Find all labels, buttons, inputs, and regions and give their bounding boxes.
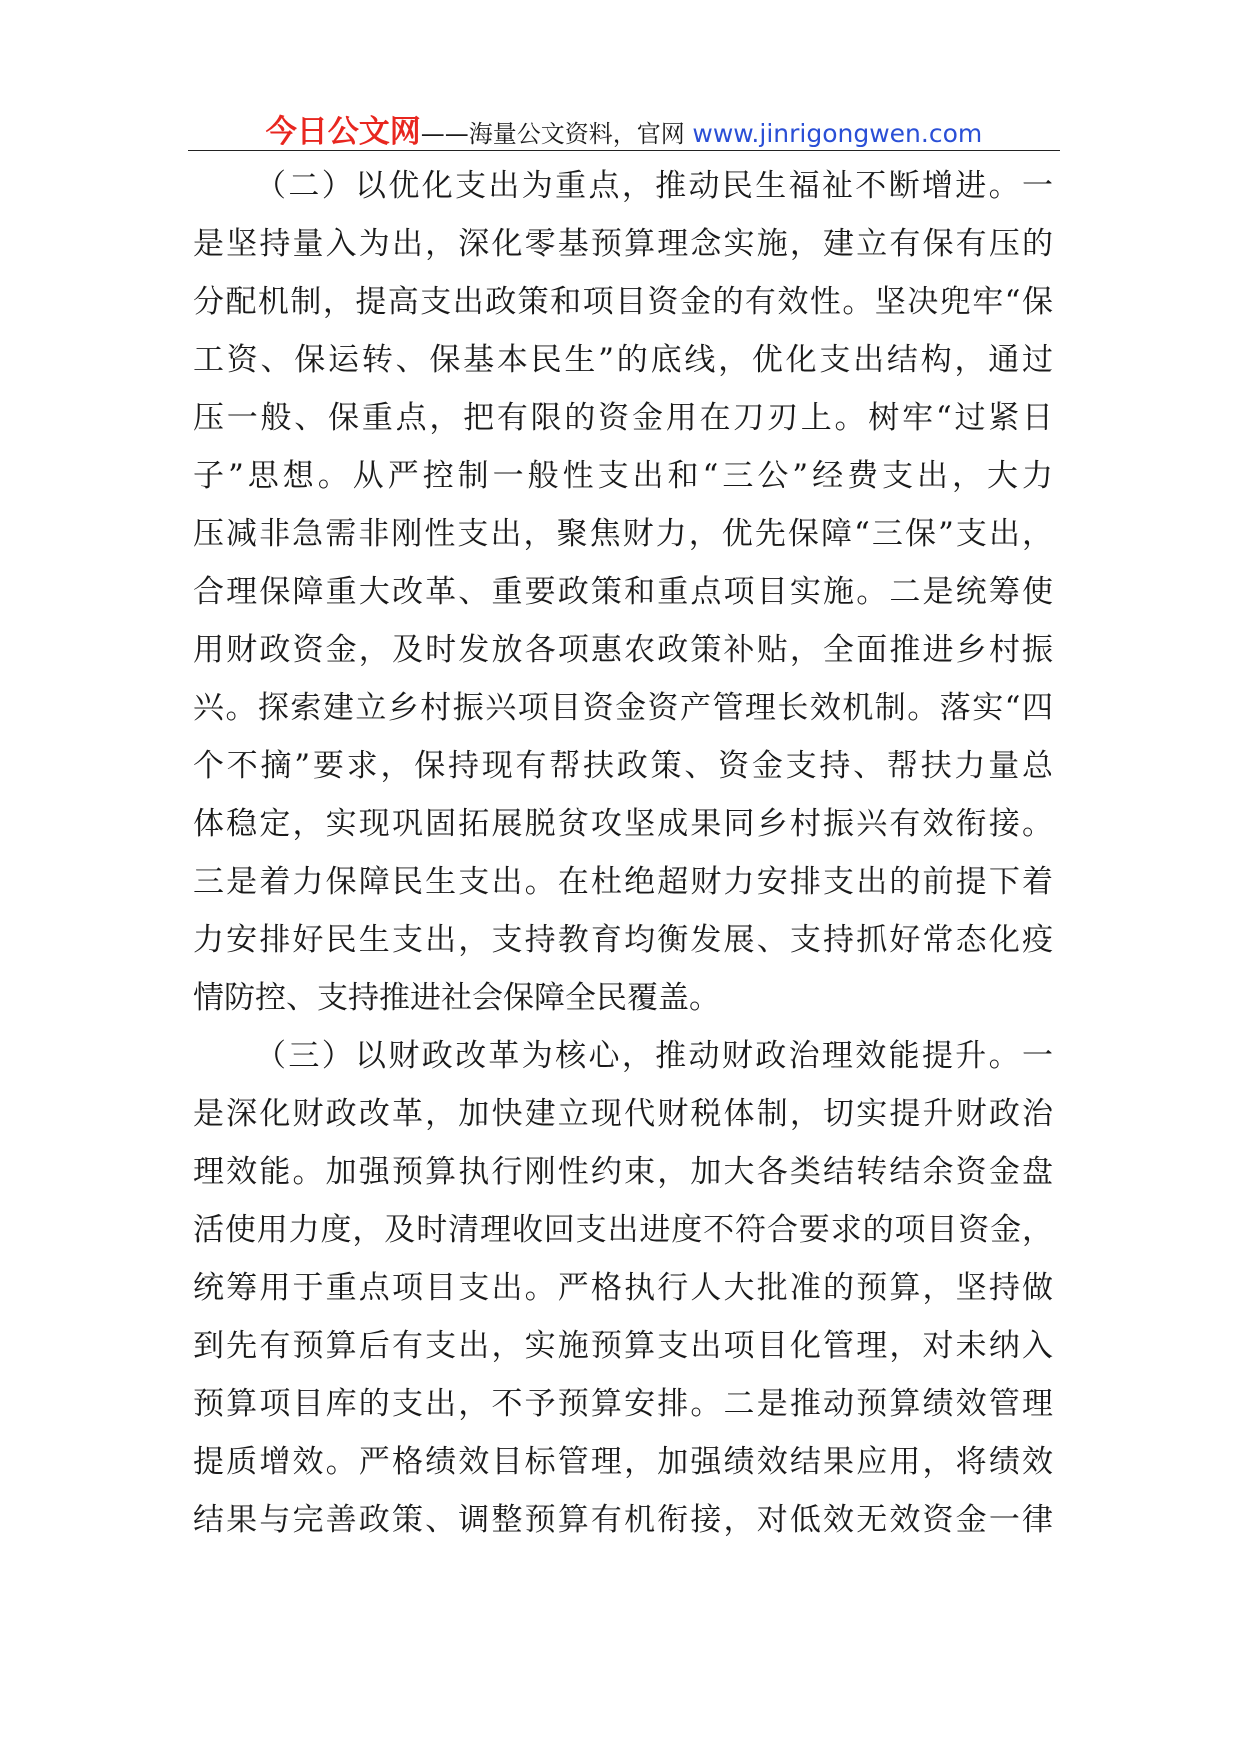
text-line: 是坚持量入为出，深化零基预算理念实施，建立有保有压的 [193,226,1053,262]
header-divider [188,150,1060,151]
text-line: 分配机制，提高支出政策和项目资金的有效性。坚决兜牢“保 [193,284,1053,320]
text-line: 预算项目库的支出，不予预算安排。二是推动预算绩效管理 [193,1386,1053,1422]
text-line: 提质增效。严格绩效目标管理，加强绩效结果应用，将绩效 [193,1444,1053,1480]
text-line: 个不摘”要求，保持现有帮扶政策、资金支持、帮扶力量总 [193,748,1053,784]
text-line: 是深化财政改革，加快建立现代财税体制，切实提升财政治 [193,1096,1053,1132]
site-tagline: ——海量公文资料，官网 [420,120,693,148]
text-line: 三是着力保障民生支出。在杜绝超财力安排支出的前提下着 [193,864,1053,900]
text-line: 活使用力度，及时清理收回支出进度不符合要求的项目资金， [193,1212,1053,1248]
text-line: 压一般、保重点，把有限的资金用在刀刃上。树牢“过紧日 [193,400,1053,436]
text-line: 理效能。加强预算执行刚性约束，加大各类结转结余资金盘 [193,1154,1053,1190]
text-line: （三）以财政改革为核心，推动财政治理效能提升。一 [255,1038,1053,1074]
text-line: 情防控、支持推进社会保障全民覆盖。 [193,980,720,1016]
text-line: 子”思想。从严控制一般性支出和“三公”经费支出，大力 [193,458,1053,494]
document-body [193,157,1053,1549]
text-line: 力安排好民生支出，支持教育均衡发展、支持抓好常态化疫 [193,922,1053,958]
page-header [188,106,1060,150]
text-line: 体稳定，实现巩固拓展脱贫攻坚成果同乡村振兴有效衔接。 [193,806,1053,842]
text-line: 结果与完善政策、调整预算有机衔接，对低效无效资金一律 [193,1502,1053,1538]
site-brand: 今日公文网 [265,114,421,150]
text-line: 用财政资金，及时发放各项惠农政策补贴，全面推进乡村振 [193,632,1053,668]
text-line: （二）以优化支出为重点，推动民生福祉不断增进。一 [255,168,1053,204]
paragraph-3 [193,1027,1053,1549]
paragraph-2 [193,157,1053,1027]
text-line: 压减非急需非刚性支出，聚焦财力，优先保障“三保”支出， [193,516,1053,552]
text-line: 合理保障重大改革、重要政策和重点项目实施。二是统筹使 [193,574,1053,610]
text-line: 统筹用于重点项目支出。严格执行人大批准的预算，坚持做 [193,1270,1053,1306]
site-url-link[interactable]: www.jinrigongwen.com [692,119,983,148]
text-line: 兴。探索建立乡村振兴项目资金资产管理长效机制。落实“四 [193,690,1053,726]
text-line: 工资、保运转、保基本民生”的底线，优化支出结构，通过 [193,342,1053,378]
text-line: 到先有预算后有支出，实施预算支出项目化管理，对未纳入 [193,1328,1053,1364]
